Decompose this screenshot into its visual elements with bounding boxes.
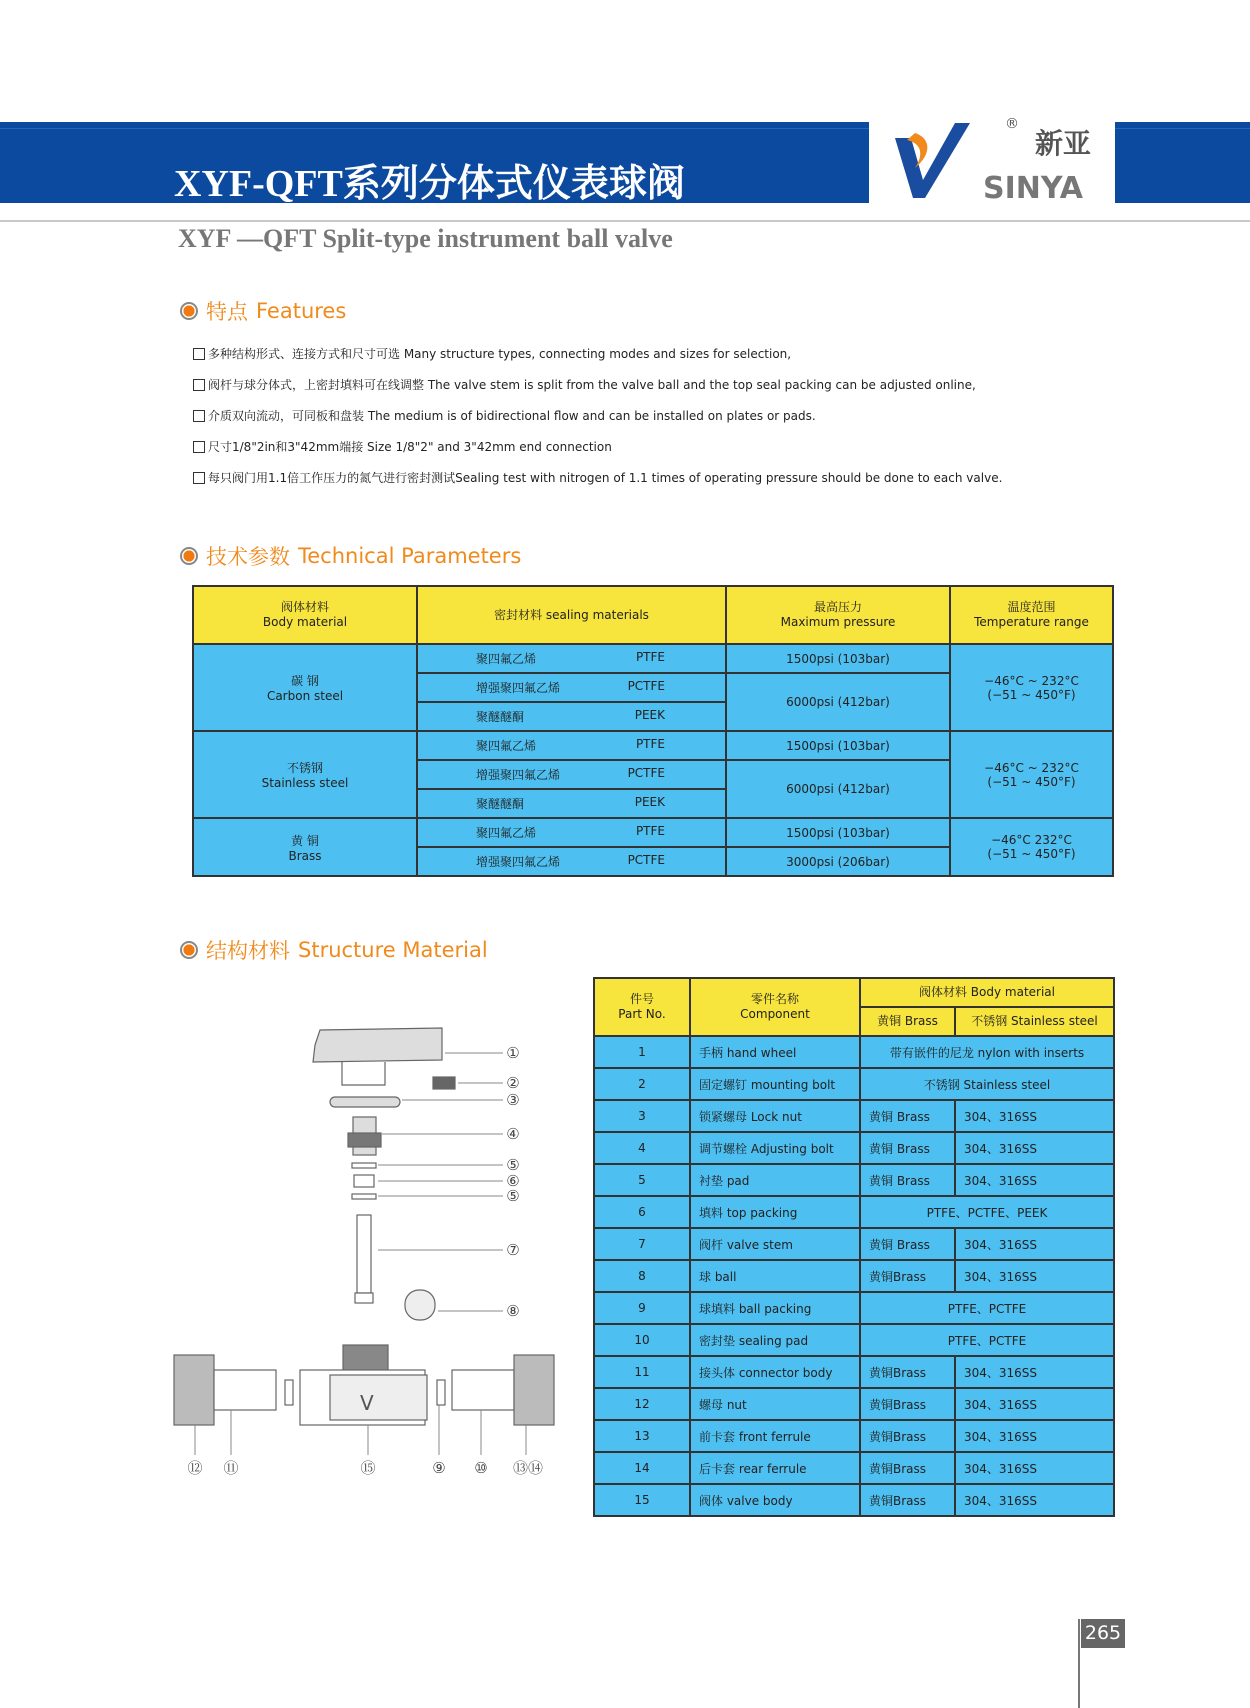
checkbox-icon (193, 472, 205, 484)
callout-9: ⑨ (432, 1459, 446, 1477)
seal-pair (418, 737, 725, 754)
logo-cn: 新亚 (1035, 127, 1092, 160)
ball-part (405, 1290, 435, 1320)
structure-material-table (593, 977, 1115, 1517)
pressure-cell: 1500psi (103bar) (726, 644, 950, 673)
pressure-cell: 6000psi (412bar) (726, 673, 950, 731)
col-temperature: 温度范围 Temperature range (950, 586, 1113, 644)
seal-cn: 增强聚四氟乙烯 (476, 681, 561, 695)
temp-c: −46°C ~ 232°C (984, 673, 1079, 688)
header-bar-right (1115, 122, 1250, 203)
component-cell: 螺母 nut (690, 1388, 860, 1420)
part-no-cell: 1 (594, 1036, 690, 1068)
seal-pair (418, 708, 725, 725)
component-cell: 固定螺钉 mounting bolt (690, 1068, 860, 1100)
brass-cell: 黄铜 Brass (860, 1164, 955, 1196)
part-no-cell: 11 (594, 1356, 690, 1388)
table-row (193, 818, 1113, 847)
table-row (594, 1228, 1114, 1260)
brass-cell: 黄铜Brass (860, 1420, 955, 1452)
right-connector-part (452, 1370, 514, 1410)
table-row (594, 1068, 1114, 1100)
temperature-cell (950, 731, 1113, 818)
callout-5: ⑤ (506, 1156, 520, 1174)
seal-pair (418, 853, 725, 870)
valve-stem-part (357, 1215, 371, 1293)
seal-cn: 聚四氟乙烯 (476, 652, 537, 666)
pressure-cell: 3000psi (206bar) (726, 847, 950, 876)
page-number: 265 (1081, 1619, 1125, 1648)
part-no-cell: 15 (594, 1484, 690, 1516)
seal-cell (417, 673, 726, 702)
stainless-cell: 304、316SS (955, 1356, 1114, 1388)
sinya-logo (885, 108, 1115, 208)
feature-item: 每只阀门用1.1倍工作压力的氮气进行密封测试Sealing test with nitrogen of 1.1 times of operating pressure should be done to each valve. (193, 462, 1002, 493)
col-brass: 黄铜 Brass (860, 1007, 955, 1036)
table-row (594, 1164, 1114, 1196)
part-no-cell: 3 (594, 1100, 690, 1132)
component-cell: 后卡套 rear ferrule (690, 1452, 860, 1484)
temperature-cell (950, 818, 1113, 876)
seal-cell (417, 847, 726, 876)
stainless-cell: 304、316SS (955, 1484, 1114, 1516)
stainless-cell: 304、316SS (955, 1420, 1114, 1452)
checkbox-icon (193, 441, 205, 453)
checkbox-icon (193, 348, 205, 360)
seal-cn: 聚醚醚酮 (476, 797, 525, 811)
seal-cn: 增强聚四氟乙烯 (476, 768, 561, 782)
brass-cell: 黄铜Brass (860, 1484, 955, 1516)
part-no-cell: 9 (594, 1292, 690, 1324)
table-row (193, 731, 1113, 760)
bullet-dot-icon (180, 302, 198, 320)
col-max-pressure: 最高压力 Maximum pressure (726, 586, 950, 644)
stainless-cell: 304、316SS (955, 1228, 1114, 1260)
page-number-rule (1078, 1619, 1080, 1708)
seal-pair (418, 795, 725, 812)
seal-cn: 聚四氟乙烯 (476, 826, 537, 840)
table-row (594, 1132, 1114, 1164)
brass-cell: 黄铜 Brass (860, 1228, 955, 1260)
part-no-cell: 10 (594, 1324, 690, 1356)
col-stainless: 不锈钢 Stainless steel (955, 1007, 1114, 1036)
brass-cell: 黄铜Brass (860, 1452, 955, 1484)
seal-en: PCTFE (627, 679, 665, 693)
features-heading (180, 296, 346, 326)
registered-mark: ® (1005, 116, 1019, 132)
seal-cell (417, 644, 726, 673)
seal-pair (418, 824, 725, 841)
component-cell: 调节螺栓 Adjusting bolt (690, 1132, 860, 1164)
svg-text:V: V (360, 1391, 374, 1415)
temp-f: (−51 ~ 450°F) (987, 774, 1076, 789)
callout-13-14: ⑬⑭ (512, 1459, 544, 1477)
seal-cn: 增强聚四氟乙烯 (476, 855, 561, 869)
seal-cell (417, 760, 726, 789)
callout-4: ④ (506, 1125, 520, 1143)
brass-cell: 黄铜Brass (860, 1260, 955, 1292)
seal-cn: 聚四氟乙烯 (476, 739, 537, 753)
component-cell: 手柄 hand wheel (690, 1036, 860, 1068)
pressure-cell: 6000psi (412bar) (726, 760, 950, 818)
component-cell: 接头体 connector body (690, 1356, 860, 1388)
component-cell: 阀杆 valve stem (690, 1228, 860, 1260)
seal-en: PTFE (635, 650, 665, 664)
material-cell: PTFE、PCTFE、PEEK (860, 1196, 1114, 1228)
part-no-cell: 7 (594, 1228, 690, 1260)
features-list (193, 338, 1002, 493)
callout-7: ⑦ (506, 1241, 520, 1259)
component-cell: 锁紧螺母 Lock nut (690, 1100, 860, 1132)
component-cell: 阀体 valve body (690, 1484, 860, 1516)
page-title: XYF-QFT系列分体式仪表球阀 (174, 163, 685, 205)
page-subtitle: XYF —QFT Split-type instrument ball valve (178, 224, 673, 253)
stainless-cell: 304、316SS (955, 1164, 1114, 1196)
feature-item: 尺寸1/8"2in和3"42mm端接 Size 1/8"2" and 3"42mm end connection (193, 431, 1002, 462)
callout-3: ③ (506, 1091, 520, 1109)
table-row (594, 1100, 1114, 1132)
component-cell: 填料 top packing (690, 1196, 860, 1228)
hand-wheel-part (313, 1028, 442, 1062)
structure-heading: 结构材料 Structure Material (180, 935, 488, 965)
seal-en: PCTFE (627, 766, 665, 780)
callout-2: ② (506, 1074, 520, 1092)
table-row (594, 1388, 1114, 1420)
temp-c: −46°C 232°C (991, 833, 1072, 847)
bullet-dot-icon (180, 547, 198, 565)
brass-cell: 黄铜 Brass (860, 1132, 955, 1164)
left-connector-part (214, 1370, 276, 1410)
heading-en: Features (256, 299, 347, 323)
body-material-cell (193, 644, 417, 731)
seal-en: PCTFE (627, 853, 665, 867)
seal-pair (418, 679, 725, 696)
feature-item: 阀杆与球分体式，上密封填料可在线调整 The valve stem is split from the valve ball and the top seal packing can be adjusted online, (193, 369, 1002, 400)
stainless-cell: 304、316SS (955, 1452, 1114, 1484)
bullet-dot-icon (180, 941, 198, 959)
lock-nut-part (330, 1097, 400, 1107)
feature-item: 多种结构形式、连接方式和尺寸可选 Many structure types, connecting modes and sizes for selection, (193, 338, 1002, 369)
component-cell: 前卡套 front ferrule (690, 1420, 860, 1452)
seal-en: PEEK (634, 795, 665, 809)
col-body-material: 阀体材料 Body material (860, 978, 1114, 1007)
table-row (594, 1356, 1114, 1388)
part-no-cell: 12 (594, 1388, 690, 1420)
temp-f: (−51 ~ 450°F) (987, 847, 1076, 861)
col-body-material: 阀体材料 Body material (193, 586, 417, 644)
part-no-cell: 5 (594, 1164, 690, 1196)
seal-en: PTFE (635, 824, 665, 838)
table-row (594, 1196, 1114, 1228)
callout-8: ⑧ (506, 1302, 520, 1320)
brass-cell: 黄铜 Brass (860, 1100, 955, 1132)
part-no-cell: 8 (594, 1260, 690, 1292)
seal-cell (417, 731, 726, 760)
component-cell: 密封垫 sealing pad (690, 1324, 860, 1356)
material-cell: PTFE、PCTFE (860, 1324, 1114, 1356)
table-row (594, 1324, 1114, 1356)
temp-f: (−51 ~ 450°F) (987, 687, 1076, 702)
checkbox-icon (193, 410, 205, 422)
part-no-cell: 6 (594, 1196, 690, 1228)
body-en: Brass (288, 848, 322, 863)
callout-5b: ⑤ (506, 1187, 520, 1205)
seal-pair (418, 766, 725, 783)
pressure-cell: 1500psi (103bar) (726, 731, 950, 760)
technical-parameters-table (192, 585, 1114, 877)
component-cell: 衬垫 pad (690, 1164, 860, 1196)
col-component: 零件名称 Component (690, 978, 860, 1036)
stainless-cell: 304、316SS (955, 1132, 1114, 1164)
callout-11: ⑪ (223, 1459, 239, 1477)
component-cell: 球填料 ball packing (690, 1292, 860, 1324)
body-cn: 黄 铜 (291, 833, 319, 848)
part-no-cell: 4 (594, 1132, 690, 1164)
heading-cn: 特点 (206, 300, 248, 324)
callout-12: ⑫ (187, 1459, 203, 1477)
table-row (193, 644, 1113, 673)
right-nut-part (514, 1355, 554, 1425)
stainless-cell: 304、316SS (955, 1388, 1114, 1420)
component-cell: 球 ball (690, 1260, 860, 1292)
seal-cn: 聚醚醚酮 (476, 710, 525, 724)
divider (0, 220, 1250, 222)
stainless-cell: 304、316SS (955, 1100, 1114, 1132)
exploded-valve-diagram (160, 1020, 560, 1480)
seal-cell (417, 702, 726, 731)
callout-1: ① (506, 1044, 520, 1062)
feature-item: 介质双向流动，可同板和盘装 The medium is of bidirectional flow and can be installed on plates or pads. (193, 400, 1002, 431)
body-material-cell (193, 818, 417, 876)
temperature-cell (950, 644, 1113, 731)
material-cell: 带有嵌件的尼龙 nylon with inserts (860, 1036, 1114, 1068)
left-nut-part (174, 1355, 214, 1425)
seal-en: PTFE (635, 737, 665, 751)
table-row (594, 1452, 1114, 1484)
stainless-cell: 304、316SS (955, 1260, 1114, 1292)
checkbox-icon (193, 379, 205, 391)
callout-6: ⑥ (506, 1172, 520, 1190)
col-part-no: 件号 Part No. (594, 978, 690, 1036)
brass-cell: 黄铜Brass (860, 1356, 955, 1388)
tech-heading: 技术参数 Technical Parameters (180, 541, 521, 571)
material-cell: 不锈钢 Stainless steel (860, 1068, 1114, 1100)
callout-10: ⑩ (474, 1459, 488, 1477)
table-row (594, 1484, 1114, 1516)
material-cell: PTFE、PCTFE (860, 1292, 1114, 1324)
seal-pair (418, 650, 725, 667)
part-no-cell: 14 (594, 1452, 690, 1484)
body-material-cell (193, 731, 417, 818)
part-no-cell: 13 (594, 1420, 690, 1452)
body-cn: 碳 钢 (291, 674, 319, 688)
mounting-bolt-part (433, 1077, 455, 1089)
callout-15: ⑮ (360, 1459, 376, 1477)
brass-cell: 黄铜Brass (860, 1388, 955, 1420)
body-en: Carbon steel (266, 689, 344, 703)
body-cn: 不锈钢 (286, 761, 323, 775)
logo-en: SINYA (983, 171, 1083, 206)
part-no-cell: 2 (594, 1068, 690, 1100)
adjusting-bolt-part (353, 1117, 376, 1135)
table-row (594, 1036, 1114, 1068)
seal-cell (417, 818, 726, 847)
table-row (594, 1420, 1114, 1452)
table-row (594, 1292, 1114, 1324)
pressure-cell: 1500psi (103bar) (726, 818, 950, 847)
temp-c: −46°C ~ 232°C (984, 760, 1079, 775)
body-en: Stainless steel (261, 776, 349, 790)
seal-cell (417, 789, 726, 818)
seal-en: PEEK (634, 708, 665, 722)
table-row (594, 1260, 1114, 1292)
col-sealing-materials: 密封材料 sealing materials (417, 586, 726, 644)
